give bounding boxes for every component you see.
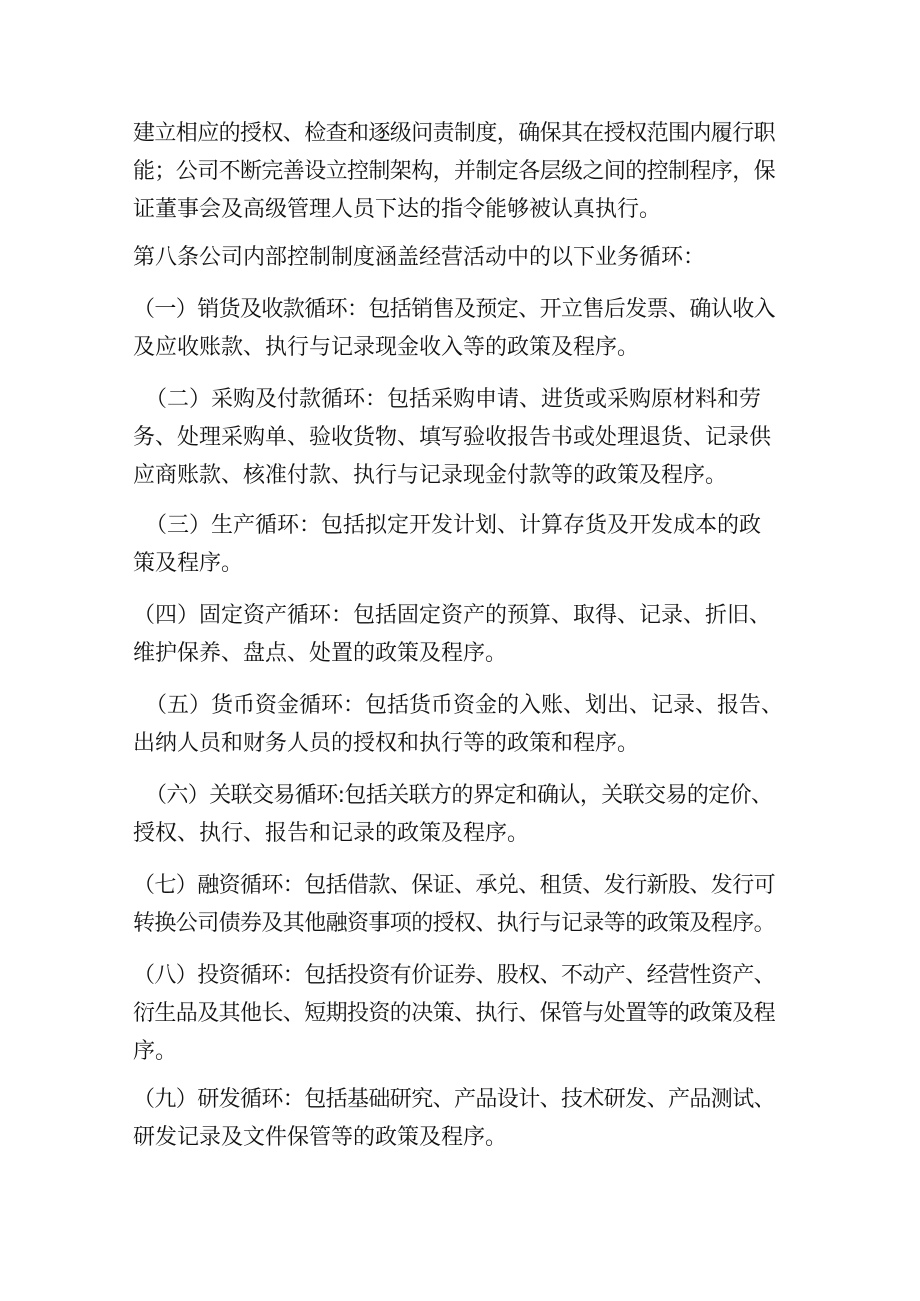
paragraph-financing-cycle xyxy=(133,867,788,943)
paragraph-article-eight xyxy=(133,239,788,277)
text-line: （九）研发循环：包括基础研究、产品设计、技术研发、产品测试、 xyxy=(133,1087,776,1112)
text-line: 策及程序。 xyxy=(133,551,244,576)
text-line: 能；公司不断完善设立控制架构，并制定各层级之间的控制程序，保 xyxy=(133,159,776,184)
text-line: 转换公司债券及其他融资事项的授权、执行与记录等的政策及程序。 xyxy=(133,911,776,936)
text-line: （五）货币资金循环：包括货币资金的入账、划出、记录、报告、 xyxy=(145,693,784,718)
text-line: （八）投资循环：包括投资有价证券、股权、不动产、经营性资产、 xyxy=(133,963,776,988)
text-line: 衍生品及其他长、短期投资的决策、执行、保管与处置等的政策及程 xyxy=(133,1001,776,1026)
paragraph-monetary-funds-cycle xyxy=(133,687,788,763)
paragraph-authorization-control xyxy=(133,115,788,229)
text-line: 第八条公司内部控制制度涵盖经营活动中的以下业务循环： xyxy=(133,245,706,270)
text-line: （三）生产循环：包括拟定开发计划、计算存货及开发成本的政 xyxy=(145,513,762,538)
text-line: 维护保养、盘点、处置的政策及程序。 xyxy=(133,641,508,666)
text-line: 序。 xyxy=(133,1039,178,1064)
text-line: 研发记录及文件保管等的政策及程序。 xyxy=(133,1125,508,1150)
text-line: （二）采购及付款循环：包括采购申请、进货或采购原材料和劳 xyxy=(145,387,762,412)
paragraph-rd-cycle xyxy=(133,1081,788,1157)
text-line: （六）关联交易循环:包括关联方的界定和确认，关联交易的定价、 xyxy=(145,783,773,808)
text-line: 及应收账款、执行与记录现金收入等的政策及程序。 xyxy=(133,335,640,360)
text-line: 出纳人员和财务人员的授权和执行等的政策和程序。 xyxy=(133,731,640,756)
paragraph-production-cycle xyxy=(133,507,788,583)
text-line: 务、处理采购单、验收货物、填写验收报告书或处理退货、记录供 xyxy=(133,425,772,450)
text-line: 建立相应的授权、检查和逐级问责制度，确保其在授权范围内履行职 xyxy=(133,121,776,146)
text-line: （七）融资循环：包括借款、保证、承兑、租赁、发行新股、发行可 xyxy=(133,873,776,898)
paragraph-investment-cycle xyxy=(133,957,788,1071)
paragraph-fixed-assets-cycle xyxy=(133,597,788,673)
text-line: 证董事会及高级管理人员下达的指令能够被认真执行。 xyxy=(133,197,662,222)
text-line: （一）销货及收款循环：包括销售及预定、开立售后发票、确认收入 xyxy=(133,297,776,322)
text-line: （四）固定资产循环：包括固定资产的预算、取得、记录、折旧、 xyxy=(133,603,772,628)
paragraph-sales-collection-cycle xyxy=(133,291,788,367)
text-line: 授权、执行、报告和记录的政策及程序。 xyxy=(133,821,530,846)
text-line: 应商账款、核准付款、执行与记录现金付款等的政策及程序。 xyxy=(133,463,728,488)
paragraph-purchase-payment-cycle xyxy=(133,381,788,495)
paragraph-related-party-cycle xyxy=(133,777,788,853)
